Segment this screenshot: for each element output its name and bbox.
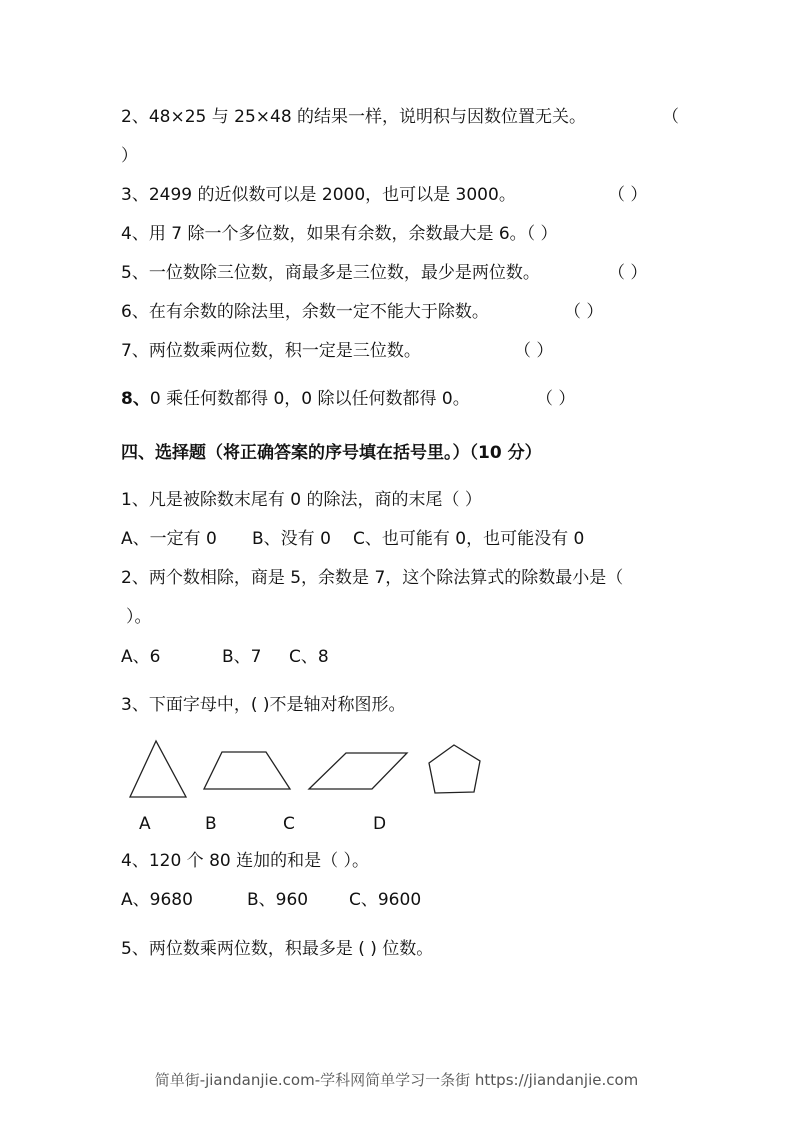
choice-q2-option-a[interactable]: A、6 [121,647,161,667]
choice-q4-option-b[interactable]: B、960 [247,890,309,910]
judge-item-8-number: 8、 [121,389,150,409]
shape-label-a: A [139,814,151,834]
shapes-figure [118,735,488,805]
section-title-choice: 四、选择题（将正确答案的序号填在括号里。）（10 分） [121,443,542,463]
shape-label-b: B [205,814,217,834]
choice-q2-cont: ）。 [126,607,152,627]
judge-item-2-paren[interactable]: （ [662,107,679,127]
judge-item-6-paren[interactable]: （ ） [564,302,604,322]
choice-q1-option-a[interactable]: A、一定有 0 [121,529,217,549]
pentagon-shape [429,745,480,793]
judge-item-2-paren-close: ） [121,146,138,166]
trapezoid-shape [204,752,290,789]
judge-item-7-paren[interactable]: （ ） [514,341,554,361]
judge-item-3: 3、2499 的近似数可以是 2000，也可以是 3000。 [121,185,516,205]
choice-q1: 1、凡是被除数末尾有 0 的除法，商的末尾（ ） [121,490,482,510]
choice-q2-option-c[interactable]: C、8 [289,647,329,667]
judge-item-5-paren[interactable]: （ ） [608,263,648,283]
triangle-shape [130,741,186,797]
choice-q3: 3、下面字母中，( )不是轴对称图形。 [121,695,406,715]
parallelogram-shape [309,753,407,789]
choice-q4-option-c[interactable]: C、9600 [349,890,422,910]
judge-item-8-paren[interactable]: （ ） [536,389,576,409]
judge-item-6: 6、在有余数的除法里，余数一定不能大于除数。 [121,302,489,322]
choice-q2: 2、两个数相除，商是 5，余数是 7，这个除法算式的除数最小是（ [121,568,624,588]
choice-q2-option-b[interactable]: B、7 [222,647,262,667]
judge-item-3-paren[interactable]: （ ） [608,185,648,205]
shape-label-d: D [373,814,387,834]
footer-watermark: 简单街-jiandanjie.com-学科网简单学习一条街 https://jiandanjie.com [154,1071,639,1089]
judge-item-5: 5、一位数除三位数，商最多是三位数，最少是两位数。 [121,263,540,283]
choice-q1-option-b[interactable]: B、没有 0 [252,529,331,549]
judge-item-8-text: 0 乘任何数都得 0，0 除以任何数都得 0。 [149,389,470,409]
judge-item-8 [121,387,470,411]
judge-item-7: 7、两位数乘两位数，积一定是三位数。 [121,341,421,361]
judge-item-2: 2、48×25 与 25×48 的结果一样，说明积与因数位置无关。 [121,107,587,127]
choice-q4-option-a[interactable]: A、9680 [121,890,193,910]
shape-label-c: C [283,814,295,834]
choice-q5: 5、两位数乘两位数，积最多是 ( ) 位数。 [121,939,434,959]
choice-q1-option-c[interactable]: C、也可能有 0，也可能没有 0 [353,529,585,549]
choice-q4: 4、120 个 80 连加的和是（ ）。 [121,851,370,871]
judge-item-4: 4、用 7 除一个多位数，如果有余数，余数最大是 6。（ ） [121,224,558,244]
